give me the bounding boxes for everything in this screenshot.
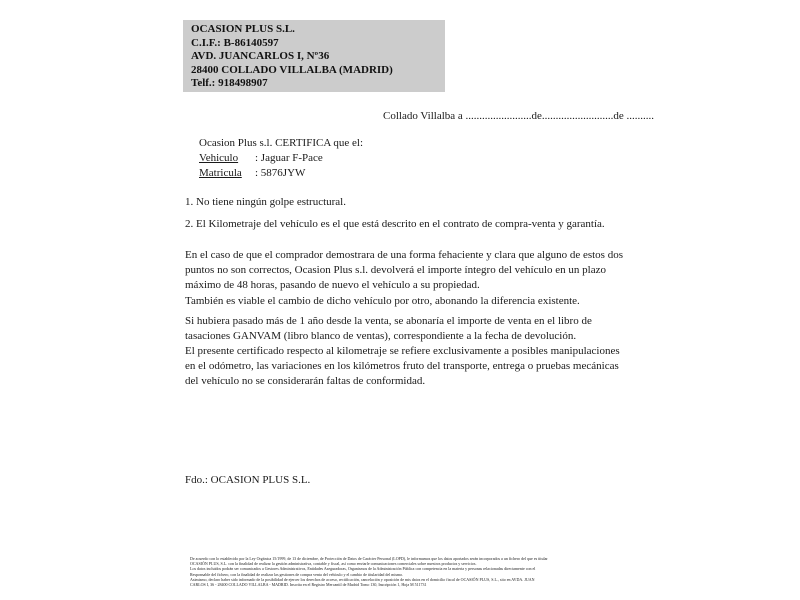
vehicle-label: Vehiculo (199, 152, 239, 164)
legal-line-2: OCASIÓN PLUS, S.L. con la finalidad de realizar la gestión administrativa, contable y fiscal, así como enviarle comunicaciones comerciales sobre nuestros productos y servicios. (190, 561, 477, 567)
certify-intro: Ocasion Plus s.l. CERTIFICA que el: (199, 137, 364, 149)
legal-line-5: Asimismo, declaro haber sido informado de la posibilidad de ejercer los derechos de acceso, rectificación, cancelación y oposición de mis datos en el domicilio fiscal de OCASIÓN PLUS, S.L., sito en AVDA. JUAN (190, 576, 535, 582)
company-city: 28400 COLLADO VILLALBA (MADRID) (191, 63, 393, 76)
company-name: OCASION PLUS S.L. (191, 23, 295, 35)
vehicle-row (199, 151, 363, 166)
company-phone: Telf.: 918498907 (191, 77, 268, 89)
point-1: 1. No tiene ningún golpe estructural. (185, 196, 346, 208)
company-address: AVD. JUANCARLOS I, Nº36 (191, 50, 330, 62)
company-cif: C.I.F.: B-86140597 (191, 36, 279, 49)
plate-label: Matricula (199, 167, 242, 179)
paragraph-ganvam: Si hubiera pasado más de 1 año desde la venta, se abonaría el importe de venta en el libro de tasaciones GANVAM (libro blanco de ventas), correspondiente a la fecha de devolución. (185, 315, 592, 342)
paragraph-refund: En el caso de que el comprador demostrara de una forma fehaciente y clara que alguno de estos dos puntos no son correctos, Ocasion Plus s.l. devolverá el importe íntegro del vehículo en un plazo máximo de 48 horas, pasando de nuevo el vehículo a su propiedad. (185, 249, 623, 291)
plate-row (199, 166, 363, 181)
paragraph-odometer: El presente certificado respecto al kilometraje se refiere exclusivamente a posibles manipulaciones en el odómetro, las variaciones en los kilómetros fruto del transporte, entrega o pruebas mecánicas del vehículo no se considerarán faltas de conformidad. (185, 345, 620, 387)
legal-line-3: Los datos incluidos podrán ser comunicados a Gestores Administrativos, Entidades Aseguradoras, Organismos de la Administración Pública con competencia en la materia y personas relacionadas directamente con el (190, 566, 536, 572)
date-line: Collado Villalba a ........................de..........................de .......... (383, 110, 655, 122)
legal-fine-print (190, 556, 614, 587)
vehicle-value: : Jaguar F-Pace (255, 152, 323, 164)
paragraph-exchange: También es viable el cambio de dicho vehículo por otro, abonando la diferencia existente. (185, 295, 580, 307)
legal-line-1: De acuerdo con lo establecido por la Ley Orgánica 15/1999, de 13 de diciembre, de Protección de Datos de Carácter Personal (LOPD), le informamos que los datos aportados serán incorporados a un fichero del que es titular (190, 556, 548, 561)
signature-line: Fdo.: OCASION PLUS S.L. (185, 474, 311, 486)
legal-line-6: CARLOS I, 36 - 28400 COLLADO VILLALBA - MADRID. Inscrita en el Registro Mercantil de Madrid Tomo 130, Inscripción 1, Hoja M 511731 (190, 582, 427, 588)
point-2: 2. El Kilometraje del vehículo es el que está descrito en el contrato de compra-venta y garantía. (185, 218, 605, 230)
legal-line-4: Responsable del fichero, con la finalidad de realizar las gestiones de compra venta del vehículo y el cambio de titularidad del mismo. (190, 571, 404, 577)
certification-block (199, 136, 363, 181)
plate-value: : 5876JYW (255, 167, 306, 179)
company-header-box (183, 20, 445, 92)
